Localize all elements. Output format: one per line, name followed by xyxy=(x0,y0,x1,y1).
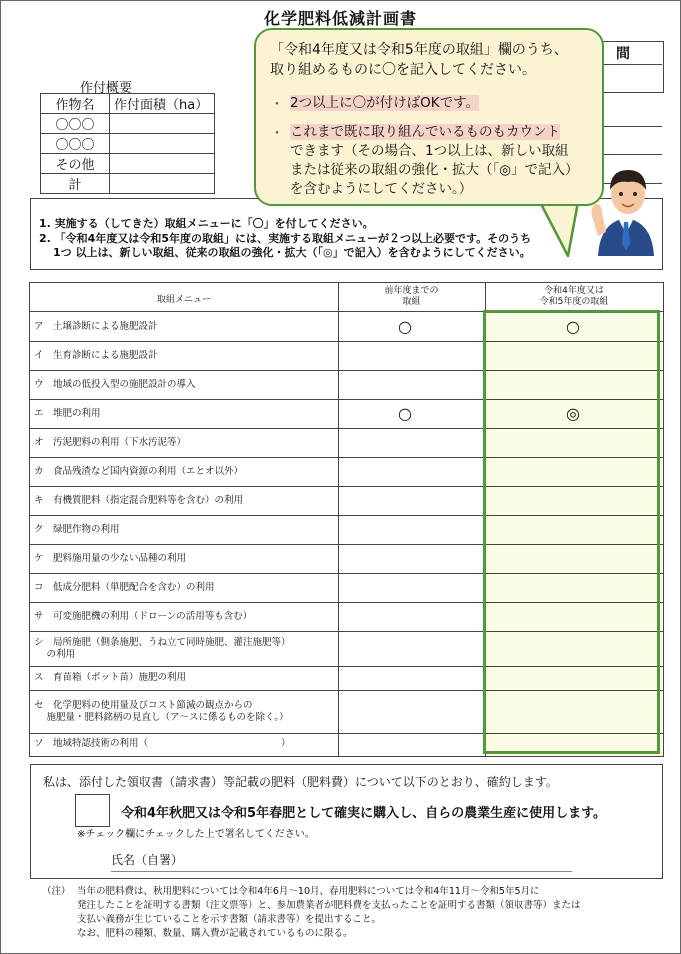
menu-item-label xyxy=(34,611,252,623)
menu-item-label-line: エ 堆肥の利用 xyxy=(34,407,101,419)
menu-item-label-line: サ 可変施肥機の利用（ドローンの活用等も含む） xyxy=(34,610,253,622)
current-mark[interactable]: ○ xyxy=(566,316,580,336)
menu-item-label-line: ウ 地域の低投入型の施肥設計の導入 xyxy=(34,378,196,390)
bullet-icon: ・ xyxy=(270,126,284,142)
menu-item-label xyxy=(34,350,158,362)
header-current-line1: 令和4年度又は xyxy=(544,286,604,296)
header-previous-line2: 取組 xyxy=(402,297,421,307)
note-line: 支払い義務が生じていることを示す書類（請求書等）を提出すること。 xyxy=(77,914,382,925)
menu-item-label-line: カ 食品残渣など国内資源の利用（エとオ以外） xyxy=(34,465,244,477)
callout-point1-text: 2つ以上に〇が付けばOKです。 xyxy=(290,95,479,111)
callout-point2-line4: を含むようにしてください。） xyxy=(290,181,473,197)
callout-point2-line3: または従来の取組の強化・拡大（「◎」で記入） xyxy=(290,162,579,178)
menu-item-label-line: ス 育苗箱（ポット苗）施肥の利用 xyxy=(34,672,187,683)
header-menu: 取組メニュー xyxy=(156,295,211,305)
crop-summary-caption: 作付概要 xyxy=(80,81,133,96)
menu-item-label-line: ソ 地域特認技術の利用（ ） xyxy=(34,737,291,749)
table-row xyxy=(41,134,215,154)
instruction-1: 1. 実施する（してきた）取組メニューに「〇」を付してください。 xyxy=(39,217,374,230)
menu-item-label-line: の利用 xyxy=(34,648,76,660)
note-line: なお、肥料の種類、数量、購入費が記載されているものに限る。 xyxy=(77,928,353,939)
callout-point2-line1: これまで既に取り組んでいるものもカウント xyxy=(290,124,560,140)
previous-mark[interactable]: ○ xyxy=(398,403,412,423)
crop-summary-table xyxy=(40,93,215,194)
note-line: 当年の肥料費は、秋用肥料については令和4年6月～10月、春用肥料については令和4年11月～令和5年5月に xyxy=(77,886,540,897)
header-previous-line1: 前年度までの xyxy=(384,286,439,296)
crop-header-name: 作物名 xyxy=(41,94,110,114)
menu-item-label-line: コ 低成分肥料（単肥配合を含む）の利用 xyxy=(34,581,215,593)
menu-item-label xyxy=(34,437,186,449)
header-previous xyxy=(338,286,485,308)
menu-item-label-line: ク 緑肥作物の利用 xyxy=(34,523,120,535)
menu-item-label-line: イ 生育診断による施肥設計 xyxy=(34,349,158,361)
table-row xyxy=(41,154,215,174)
header-current-line2: 令和5年度の取組 xyxy=(539,297,609,307)
signature-label: 氏名（自署） xyxy=(111,853,184,867)
menu-item-label-line: セ 化学肥料の使用量及びコスト節減の観点からの xyxy=(34,699,253,711)
menu-item-label-line: シ 局所施肥（側条施肥、うね立て同時施肥、灌注施肥等） xyxy=(34,636,291,648)
menu-item-label-line: 施肥量・肥料銘柄の見直し（ア～スに係るものを除く。） xyxy=(34,711,289,723)
crop-total-label: 計 xyxy=(41,174,110,194)
header-current xyxy=(485,286,663,308)
current-mark[interactable]: ◎ xyxy=(566,403,580,423)
document-title: 化学肥料低減計画書 xyxy=(263,9,417,28)
callout-line1: 「令和4年度又は令和5年度の取組」欄のうち、 xyxy=(270,42,568,58)
certification-checkbox[interactable] xyxy=(75,794,110,827)
crop-total-area[interactable] xyxy=(110,174,215,194)
instruction-2: 2. 「令和4年度又は令和5年度の取組」には、実施する取組メニューが２つ以上必要です。そのうち xyxy=(39,232,532,245)
table-row xyxy=(41,114,215,134)
certification-intro: 私は、添付した領収書（請求書）等記載の肥料（肥料費）について以下のとおり、確約します。 xyxy=(43,775,558,789)
crop-area[interactable] xyxy=(110,134,215,154)
certification-hint: ※チェック欄にチェックした上で署名してください。 xyxy=(77,829,315,840)
menu-item-label-line: オ 汚泥肥料の利用（下水汚泥等） xyxy=(34,436,187,448)
menu-item-label xyxy=(34,637,291,661)
menu-item-label-line: ケ 肥料施用量の少ない品種の利用 xyxy=(34,552,187,564)
column-divider xyxy=(338,283,339,756)
instruction-3: 1つ 以上は、新しい取組、従来の取組の強化・拡大（「◎」で記入）を含むようにしてください。 xyxy=(53,246,531,259)
crop-area[interactable] xyxy=(110,154,215,174)
current-column-highlight xyxy=(483,310,660,754)
menu-item-label xyxy=(34,582,215,594)
period-label: 間 xyxy=(616,46,630,62)
table-row xyxy=(41,174,215,194)
notes-tag: （注） xyxy=(42,886,71,897)
crop-header-area: 作付面積（ha） xyxy=(110,94,215,114)
callout-point2-line2: できます（その場合、1つ以上は、新しい取組 xyxy=(290,143,569,159)
instructions-box xyxy=(30,198,663,270)
menu-item-label xyxy=(34,524,120,536)
callout-point1 xyxy=(290,94,479,113)
menu-item-label xyxy=(34,321,158,333)
crop-name: 〇〇〇 xyxy=(41,114,110,134)
crop-table-header xyxy=(41,94,215,114)
callout-point2 xyxy=(290,123,579,199)
certification-box xyxy=(30,764,663,879)
crop-name: 〇〇〇 xyxy=(41,134,110,154)
crop-name: その他 xyxy=(41,154,110,174)
signature-line[interactable] xyxy=(111,871,572,872)
callout-bubble xyxy=(254,28,604,206)
crop-area[interactable] xyxy=(110,114,215,134)
bullet-icon: ・ xyxy=(270,97,284,113)
callout-line2: 取り組めるものに〇を記入してください。 xyxy=(270,62,536,78)
menu-item-label xyxy=(34,379,196,391)
menu-item-label xyxy=(34,672,186,684)
menu-item-label xyxy=(34,700,289,724)
menu-item-label xyxy=(34,738,291,750)
callout-intro xyxy=(270,40,568,80)
menu-item-label-line: キ 有機質肥料（指定混合肥料等を含む）の利用 xyxy=(34,494,244,506)
menu-item-label xyxy=(34,553,186,565)
certification-statement: 令和4年秋肥又は令和5年春肥として確実に購入し、自らの農業生産に使用します。 xyxy=(121,806,607,821)
menu-item-label xyxy=(34,408,101,420)
note-line: 発注したことを証明する書類（注文票等）と、参加農業者が肥料費を支払ったことを証明する書類（領収書等）または xyxy=(77,900,581,911)
menu-item-label xyxy=(34,495,243,507)
person-illustration-icon xyxy=(588,160,664,256)
menu-item-label xyxy=(34,466,243,478)
menu-item-label-line: ア 土壌診断による施肥設計 xyxy=(34,320,158,332)
previous-mark[interactable]: ○ xyxy=(398,316,412,336)
